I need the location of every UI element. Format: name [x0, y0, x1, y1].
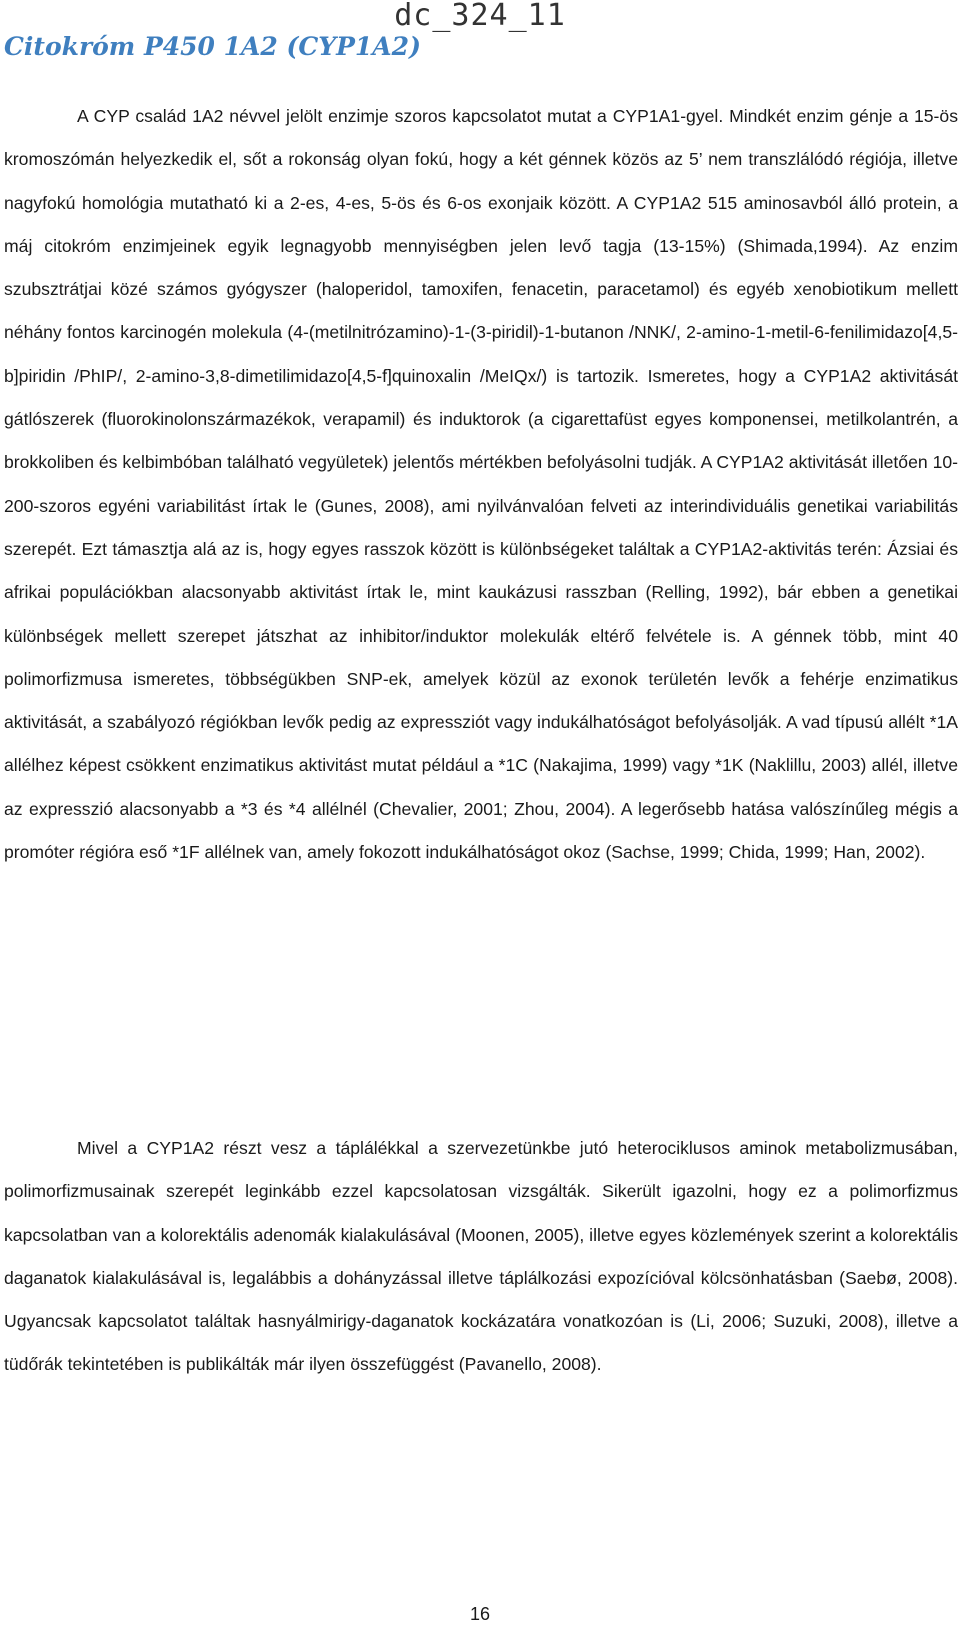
document-id: dc_324_11: [394, 0, 566, 33]
paragraph-2: Mivel a CYP1A2 részt vesz a táplálékkal a szervezetünkbe jutó heterociklusos aminok metabolizmusában, polimorfizmusainak szerepét leginkább ezzel kapcsolatosan vizsgálták. Sikerült igazolni, hogy ez a polimorfizmus kapcsolatban van a kolorektális adenomák kialakulásával (Moonen, 2005), illetve egyes közlemények szerint a kolorektális daganatok kialakulásával is, legalábbis a dohányzással illetve táplálkozási expozícióval kölcsönhatásban (Saebø, 2008). Ugyancsak kapcsolatot találtak hasnyálmirigy-daganatok kockázatára vonatkozóan is (Li, 2006; Suzuki, 2008), illetve a tüdőrák tekintetében is publikálták már ilyen összefüggést (Pavanello, 2008).: [4, 1138, 958, 1375]
page-number: 16: [469, 1604, 491, 1624]
section-title: Citokróm P450 1A2 (CYP1A2): [4, 32, 421, 61]
paragraph-1: A CYP család 1A2 névvel jelölt enzimje szoros kapcsolatot mutat a CYP1A1-gyel. Mindkét enzim génje a 15-ös kromoszómán helyezkedik el, sőt a rokonság olyan fokú, hogy a két génnek közös az 5’ nem transzlálódó régiója, illetve nagyfokú homológia mutatható ki a 2-es, 4-es, 5-ös és 6-os exonjaik között. A CYP1A2 515 aminosavból álló protein, a máj citokróm enzimjeinek egyik legnagyobb mennyiségben jelen levő tagja (13-15%) (Shimada,1994). Az enzim szubsztrátjai közé számos gyógyszer (haloperidol, tamoxifen, fenacetin, paracetamol) és egyéb xenobiotikum mellett néhány fontos karcinogén molekula (4-(metilnitrózamino)-1-(3-piridil)-1-butanon /NNK/, 2-amino-1-metil-6-fenilimidazo[4,5-b]piridin /PhIP/, 2-amino-3,8-dimetilimidazo[4,5-f]quinoxalin /MeIQx/) is tartozik. Ismeretes, hogy a CYP1A2 aktivitását gátlószerek (fluorokinolonszármazékok, verapamil) és induktorok (a cigarettafüst egyes komponensei, metilkolantrén, a brokkoliben és kelbimbóban található vegyületek) jelentős mértékben befolyásolni tudják. A CYP1A2 aktivitását illetően 10-200-szoros egyéni variabilitást írtak le (Gunes, 2008), ami nyilvánvalóan felveti az interindividuális genetikai variabilitás szerepét. Ezt támasztja alá az is, hogy egyes rasszok között is különbségeket találtak a CYP1A2-aktivitás terén: Ázsiai és afrikai populációkban alacsonyabb aktivitást írtak le, mint kaukázusi rasszban (Relling, 1992), bár ebben a genetikai különbségek mellett szerepet játszhat az inhibitor/induktor molekulák eltérő felvétele is. A génnek több, mint 40 polimorfizmusa ismeretes, többségükben SNP-ek, amelyek közül az exonok területén levők a fehérje enzimatikus aktivitását, a szabályozó régiókban levők pedig az expressziót vagy indukálhatóságot befolyásolják. A vad típusú allélt *1A allélhez képest csökkent enzimatikus aktivitást mutat például a *1C (Nakajima, 1999) vagy *1K (Naklillu, 2003) allél, illetve az expresszió alacsonyabb a *3 és *4 allélnél (Chevalier, 2001; Zhou, 2004). A legerősebb hatása valószínűleg mégis a promóter régióra eső *1F allélnek van, amely fokozott indukálhatóságot okoz (Sachse, 1999; Chida, 1999; Han, 2002).: [4, 106, 958, 863]
